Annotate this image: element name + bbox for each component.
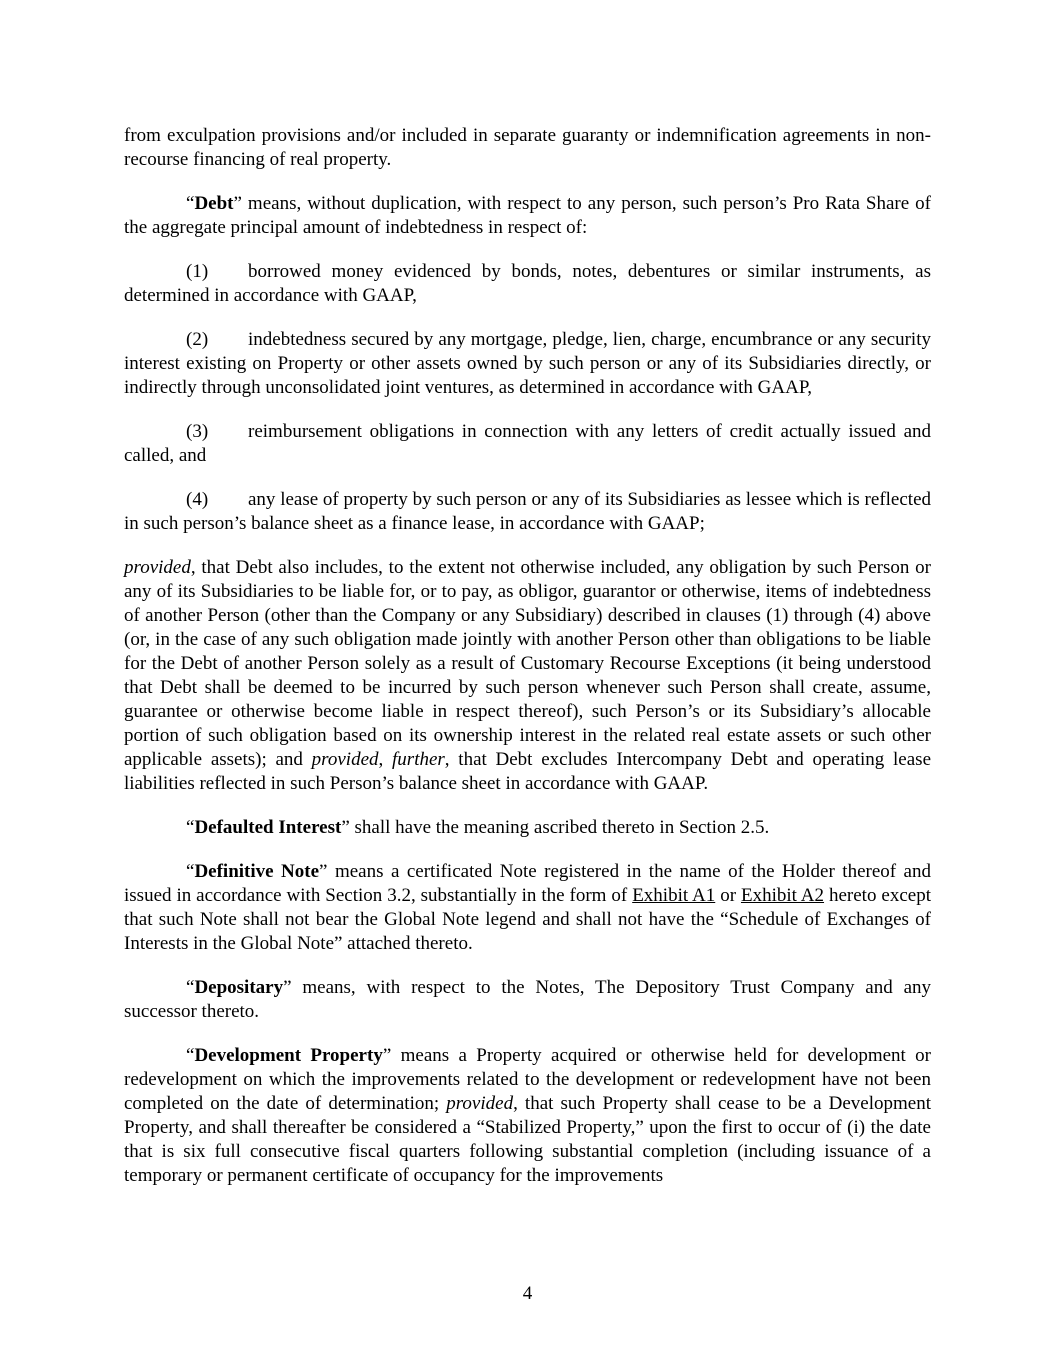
definition-text-continued: , that such Property shall cease to be a Development Property, and shall thereafter be considered a “Stabilized Property,” upon the first to occur of (i) the date that is six full consecutive fiscal quarters following substantial completion (including issuance of a temporary or permanent certificate of occupancy for the improvements [124, 1093, 932, 1186]
development-provided: provided [446, 1093, 514, 1114]
clause-number: (1) [186, 261, 209, 282]
proviso-further: further [392, 749, 445, 770]
clause-number: (4) [186, 489, 209, 510]
page-number: 4 [522, 1283, 533, 1304]
definition-depositary [124, 976, 931, 1024]
proviso-lead: provided [124, 557, 191, 578]
defined-term-depositary: Depositary [194, 977, 284, 998]
document-page [124, 124, 931, 1208]
definition-text: ” means a certificated Note registered in the name of the Holder thereof and issued in accordance with Section 3.2, substantially in the form of [124, 861, 931, 906]
open-quote: “ [186, 977, 195, 998]
defined-term-debt: Debt [194, 193, 234, 214]
open-quote: “ [186, 1045, 195, 1066]
definition-development-property [124, 1044, 931, 1188]
clause-text: indebtedness secured by any mortgage, pledge, lien, charge, encumbrance or any security interest existing on Property or other assets owned by such person or any of its Subsidiaries directly, or indirectly through unconsolidated joint ventures, as determined in accordance with GAAP, [124, 329, 931, 398]
open-quote: “ [186, 861, 195, 882]
defined-term-definitive-note: Definitive Note [194, 861, 320, 882]
proviso-body: , that Debt also includes, to the extent not otherwise included, any obligation by such Person or any of its Subsidiaries to be liable for, or to pay, as obligor, guarantor or otherwise, items of indebtedness of another Person (other than the Company or any Subsidiary) described in clauses (1) through (4) above (or, in the case of any such obligation made jointly with another Person other than obligations to be liable for the Debt of another Person solely as a result of Customary Recourse Exceptions (it being understood that Debt shall be deemed to be incurred by such person whenever such Person shall create, assume, guarantee or otherwise become liable in respect thereof), such Person’s or its Subsidiary’s allocable portion of such obligation based on its ownership interest in the related real estate assets or such other applicable assets); and [124, 557, 931, 770]
definition-text: ” means, without duplication, with respect to any person, such person’s Pro Rata Share of the aggregate principal amount of indebtedness in respect of: [124, 193, 931, 238]
clause-text: any lease of property by such person or any of its Subsidiaries as lessee which is reflected in such person’s balance sheet as a finance lease, in accordance with GAAP; [124, 489, 931, 534]
definition-text: ” means a Property acquired or otherwise held for development or redevelopment on which the improvements related to the development or redevelopment have not been completed on the date of determination; [124, 1045, 931, 1114]
proviso-provided: provided [311, 749, 379, 770]
clause-text: borrowed money evidenced by bonds, notes, debentures or similar instruments, as determined in accordance with GAAP, [124, 261, 931, 306]
open-quote: “ [186, 193, 195, 214]
defined-term-defaulted-interest: Defaulted Interest [194, 817, 342, 838]
exhibit-a1-reference: Exhibit A1 [632, 885, 716, 906]
clause-3 [124, 420, 931, 468]
definition-debt [124, 192, 931, 240]
paragraph-continuation: from exculpation provisions and/or included in separate guaranty or indemnification agreements in non-recourse financing of real property. [124, 125, 931, 170]
proviso-tail: , that Debt excludes Intercompany Debt and operating lease liabilities reflected in such Person’s balance sheet in accordance with GAAP. [124, 749, 932, 794]
definition-text: ” means, with respect to the Notes, The Depository Trust Company and any successor thereto. [124, 977, 931, 1022]
definition-text-continued: hereto except that such Note shall not bear the Global Note legend and shall not have the “Schedule of Exchanges of Interests in the Global Note” attached thereto. [124, 885, 931, 954]
clause-4 [124, 488, 931, 536]
connector-text: or [715, 885, 741, 906]
definition-definitive-note [124, 860, 931, 956]
defined-term-development-property: Development Property [194, 1045, 383, 1066]
proviso-paragraph [124, 556, 931, 796]
clause-number: (2) [186, 329, 209, 350]
exhibit-a2-reference: Exhibit A2 [740, 885, 825, 906]
open-quote: “ [186, 817, 195, 838]
clause-2 [124, 328, 931, 400]
definition-text: ” shall have the meaning ascribed thereto in Section 2.5. [341, 817, 770, 838]
clause-1 [124, 260, 931, 308]
proviso-comma: , [378, 749, 393, 770]
definition-defaulted-interest [124, 816, 931, 840]
clause-text: reimbursement obligations in connection with any letters of credit actually issued and called, and [124, 421, 931, 466]
clause-number: (3) [186, 421, 209, 442]
